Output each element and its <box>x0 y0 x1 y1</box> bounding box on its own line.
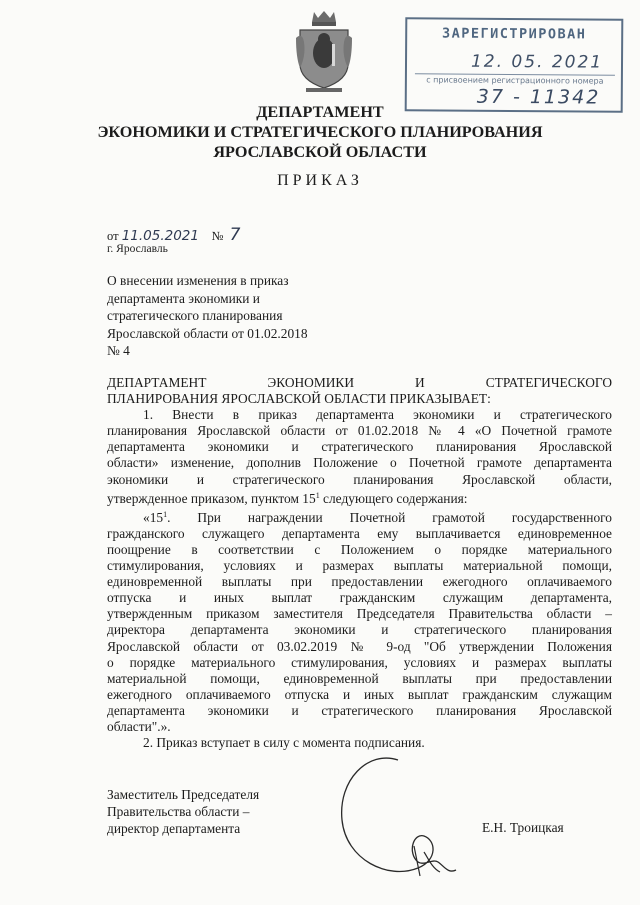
signer-title <box>107 786 259 837</box>
coat-of-arms-icon <box>296 8 352 94</box>
subject-line: О внесении изменения в приказ <box>107 273 289 288</box>
quote-line: единовременной выплаты при предоставлении ежегодного оплачиваемого <box>107 574 612 590</box>
stamp-date: 12. 05. 2021 <box>470 51 604 73</box>
quote-line: поощрение в соответствии с Положением о порядке материального <box>107 541 612 557</box>
quote-line: гражданского служащего департамента ему выплачивается единовременное <box>107 525 612 541</box>
stamp-title: ЗАРЕГИСТРИРОВАН <box>441 25 587 43</box>
quote-line: Ярославской области от 03.02.2019 № 9-од "Об утверждении Положения <box>107 638 612 654</box>
quote-first-line: «$15^1$. При награждении Почетной грамотой государственного <box>143 509 612 525</box>
stamp-subtitle: с присвоением регистрационного номера <box>415 73 615 85</box>
order-body <box>107 375 612 751</box>
order-dateline <box>107 225 241 245</box>
stamp-number: 37 - 11342 <box>476 85 601 109</box>
quote-line: о порядке материального стимулирования, условиях и размерах выплаты <box>107 654 612 670</box>
order-title: ПРИКАЗ <box>277 172 363 189</box>
item2-line: 2. Приказ вступает в силу с момента подписания. <box>143 735 425 751</box>
order-subject <box>107 272 357 360</box>
item1-line: департамента экономики и стратегического планирования Ярославской <box>107 439 612 455</box>
signer-title-line: Правительства области – <box>107 804 250 819</box>
number-prefix: № <box>211 229 224 243</box>
subject-line: № 4 <box>107 343 130 359</box>
registration-stamp <box>405 17 624 113</box>
quote-line: ежегодного оплачиваемого отпуска и иных выплат гражданским служащим <box>107 686 612 702</box>
item1-last-line: утвержденное приказом, пунктом $15^1$ следующего содержания: <box>107 490 468 506</box>
item1-line: экономики и стратегического планирования Ярославской области, <box>107 471 612 487</box>
order-date: 11.05.2021 <box>121 228 199 244</box>
quote-line: департамента экономики и стратегического планирования Ярославской <box>107 702 612 718</box>
department-line-1: ДЕПАРТАМЕНТ <box>256 103 384 121</box>
preamble-line: ПЛАНИРОВАНИЯ ЯРОСЛАВСКОЙ ОБЛАСТИ ПРИКАЗЫВАЕТ: <box>107 391 491 407</box>
signer-title-line: Заместитель Председателя <box>107 787 260 802</box>
subject-line: департамента экономики и <box>107 290 260 306</box>
quote-line: отпуска и иных выплат гражданским служащим департамента, <box>107 590 612 606</box>
department-line-2: ЭКОНОМИКИ И СТРАТЕГИЧЕСКОГО ПЛАНИРОВАНИЯ <box>97 123 543 141</box>
preamble-line: ДЕПАРТАМЕНТ ЭКОНОМИКИ И СТРАТЕГИЧЕСКОГО <box>107 375 612 390</box>
subject-line: стратегического планирования <box>107 308 283 324</box>
item1-line: планирования Ярославской области от 01.02.2018 № 4 «О Почетной грамоте <box>107 423 612 439</box>
item1-line: 1. Внести в приказ департамента экономики и стратегического <box>143 407 612 423</box>
quote-line: стимулирования, условиях и размерах выплаты материальной помощи, <box>107 558 612 574</box>
quote-line: материальной помощи, единовременной выплаты при предоставлении <box>107 670 612 686</box>
department-line-3: ЯРОСЛАВСКОЙ ОБЛАСТИ <box>213 143 427 161</box>
quote-line: директора департамента экономики и стратегического планирования <box>107 622 612 638</box>
signer-name: Е.Н. Троицкая <box>482 820 564 835</box>
quote-line: утвержденным приказом заместителя Председателя Правительства области – <box>107 606 612 622</box>
order-city: г. Ярославль <box>107 243 168 255</box>
subject-line: Ярославской области от 01.02.2018 <box>107 325 308 341</box>
item1-line: области» изменение, дополнив Положение о Почетной грамоте департамента <box>107 455 612 471</box>
order-number: 7 <box>229 225 241 245</box>
handwritten-signature <box>328 740 478 890</box>
quote-last-line: области".». <box>107 718 171 734</box>
date-prefix: от <box>107 229 119 243</box>
signer-title-line: директор департамента <box>107 821 241 836</box>
